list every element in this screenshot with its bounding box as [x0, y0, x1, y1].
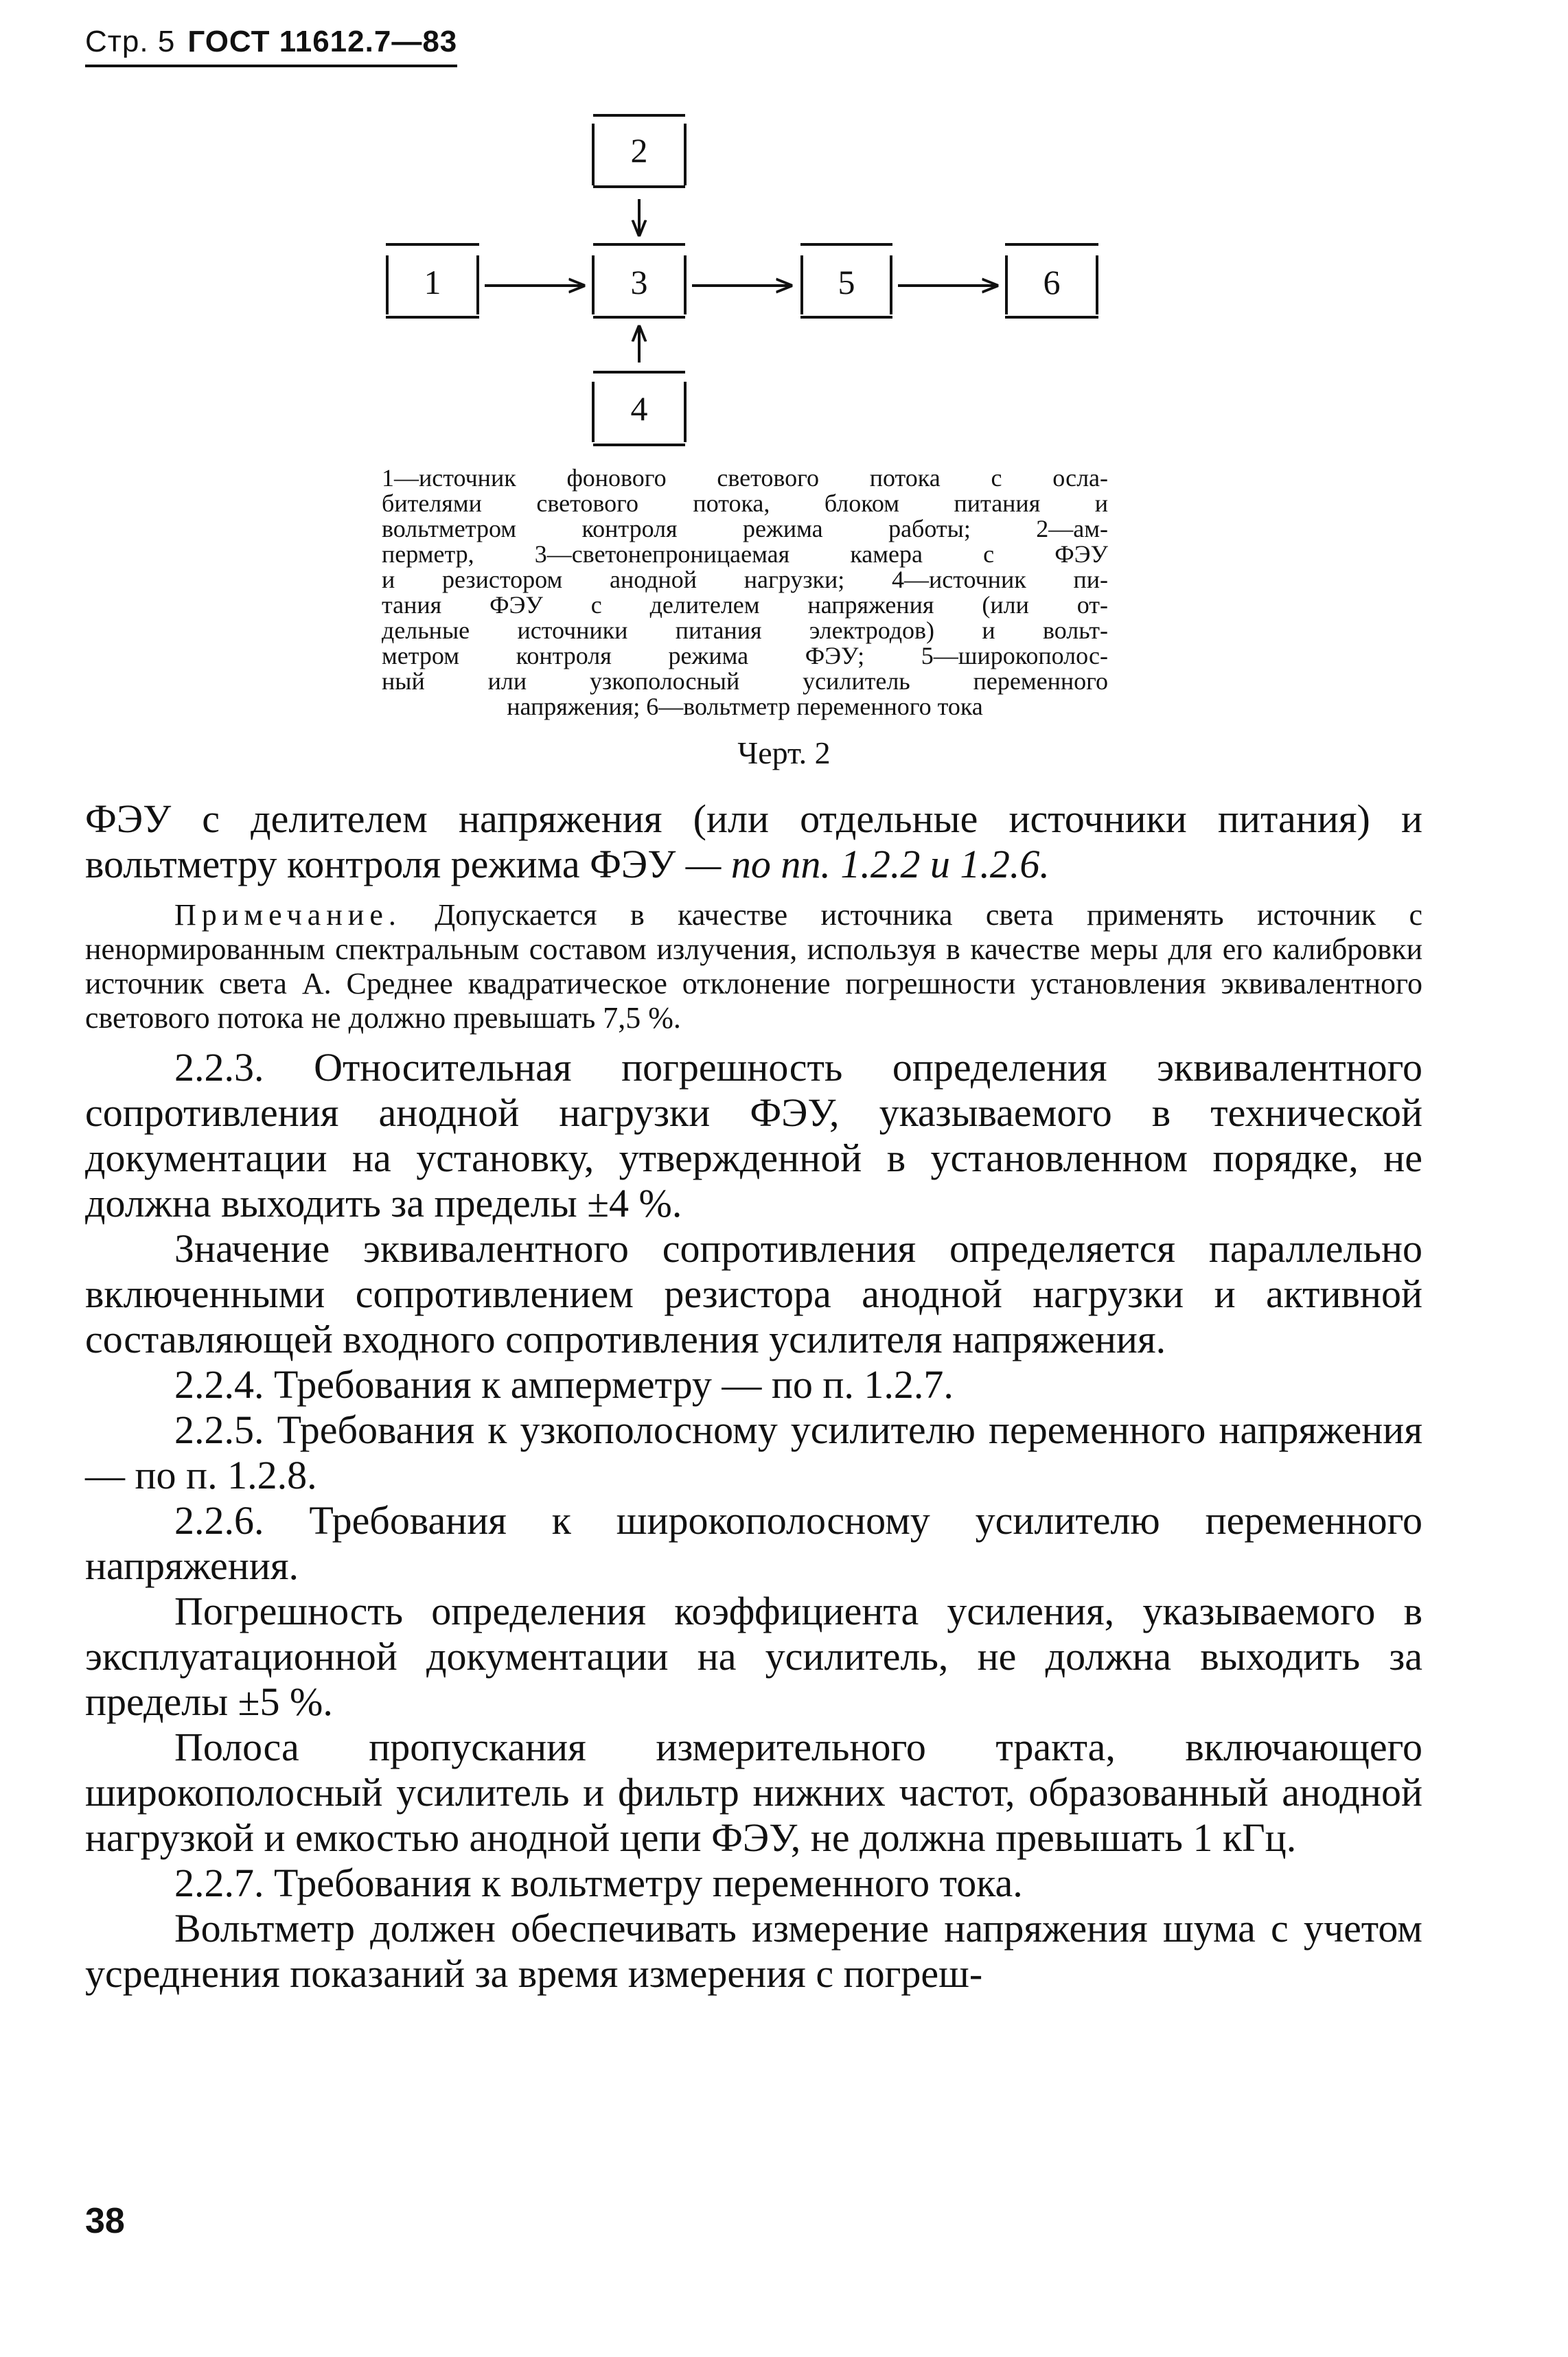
page-label: Стр. 5: [85, 25, 176, 58]
paragraph: 2.2.5. Требования к узкополосному усилителю переменного напряжения — по п. 1.2.8.: [85, 1407, 1422, 1497]
block-label-1: 1: [424, 263, 441, 301]
figure-caption: Черт. 2: [737, 735, 831, 770]
paragraph: [85, 796, 1422, 887]
standard-number: ГОСТ 11612.7—83: [187, 25, 458, 58]
main-text: [85, 796, 1422, 1997]
legend-line: тания ФЭУ с делителем напряжения (или от-: [382, 591, 1108, 619]
note-label: Примечание.: [174, 898, 402, 932]
paragraph: Погрешность определения коэффициента усиления, указываемого в эксплуатационной документации на усилитель, не должна выходить за пределы ±5 %.: [85, 1589, 1422, 1724]
diagram-legend: [382, 465, 1108, 720]
paragraph-reference: — по пп. 1.2.2 и 1.2.6.: [676, 842, 1050, 886]
page-number: 38: [85, 2201, 125, 2241]
note-text: Допускается в качестве источника света применять источник с ненормированным спектральным составом излучения, используя в качестве меры для его калибровки источник света А. Среднее квадратическое отклонение погрешности установления эквивалентного светового потока не должно превышать 7,5 %.: [85, 898, 1422, 1035]
legend-line: метром контроля режима ФЭУ; 5—широкополос-: [382, 642, 1108, 669]
note: [85, 898, 1422, 1035]
paragraph: 2.2.6. Требования к широкополосному усилителю переменного напряжения.: [85, 1498, 1422, 1588]
paragraph: Вольтметр должен обеспечивать измерение напряжения шума с учетом усреднения показаний за время измерения с погреш-: [85, 1906, 1422, 1996]
block-diagram: [0, 0, 1568, 494]
paragraph: Полоса пропускания измерительного тракта, включающего широкополосный усилитель и фильтр нижних частот, образованный анодной нагрузкой и емкостью анодной цепи ФЭУ, не должна превышать 1 кГц.: [85, 1725, 1422, 1860]
legend-line: бителями светового потока, блоком питания и: [382, 490, 1108, 517]
paragraph-text: ФЭУ с делителем напряжения (или отдельные источники питания) и вольтметру контроля режима ФЭУ: [85, 796, 1422, 886]
legend-line: напряжения; 6—вольтметр переменного тока: [507, 693, 983, 720]
legend-line: дельные источники питания электродов) и вольт-: [382, 617, 1108, 644]
legend-line: ный или узкополосный усилитель переменного: [382, 667, 1108, 695]
block-label-5: 5: [838, 263, 855, 301]
paragraph: 2.2.4. Требования к амперметру — по п. 1.2.7.: [174, 1362, 954, 1407]
block-label-2: 2: [630, 131, 648, 170]
legend-line: перметр, 3—светонепроницаемая камера с ФЭУ: [382, 540, 1108, 568]
paragraph: 2.2.3. Относительная погрешность определения эквивалентного сопротивления анодной нагрузки ФЭУ, указываемого в технической документации на установку, утвержденной в установленном порядке, не должна выходить за пределы ±4 %.: [85, 1045, 1422, 1226]
paragraph: Значение эквивалентного сопротивления определяется параллельно включенными сопротивлением резистора анодной нагрузки и активной составляющей входного сопротивления усилителя напряжения.: [85, 1226, 1422, 1361]
block-label-4: 4: [630, 389, 648, 428]
block-label-3: 3: [630, 263, 648, 301]
legend-line: и резистором анодной нагрузки; 4—источник пи-: [382, 566, 1108, 593]
legend-line: 1—источник фонового светового потока с осла-: [382, 464, 1108, 492]
legend-line: вольтметром контроля режима работы; 2—ам-: [382, 515, 1108, 542]
paragraph: 2.2.7. Требования к вольтметру переменного тока.: [174, 1861, 1023, 1905]
block-label-6: 6: [1043, 263, 1061, 301]
